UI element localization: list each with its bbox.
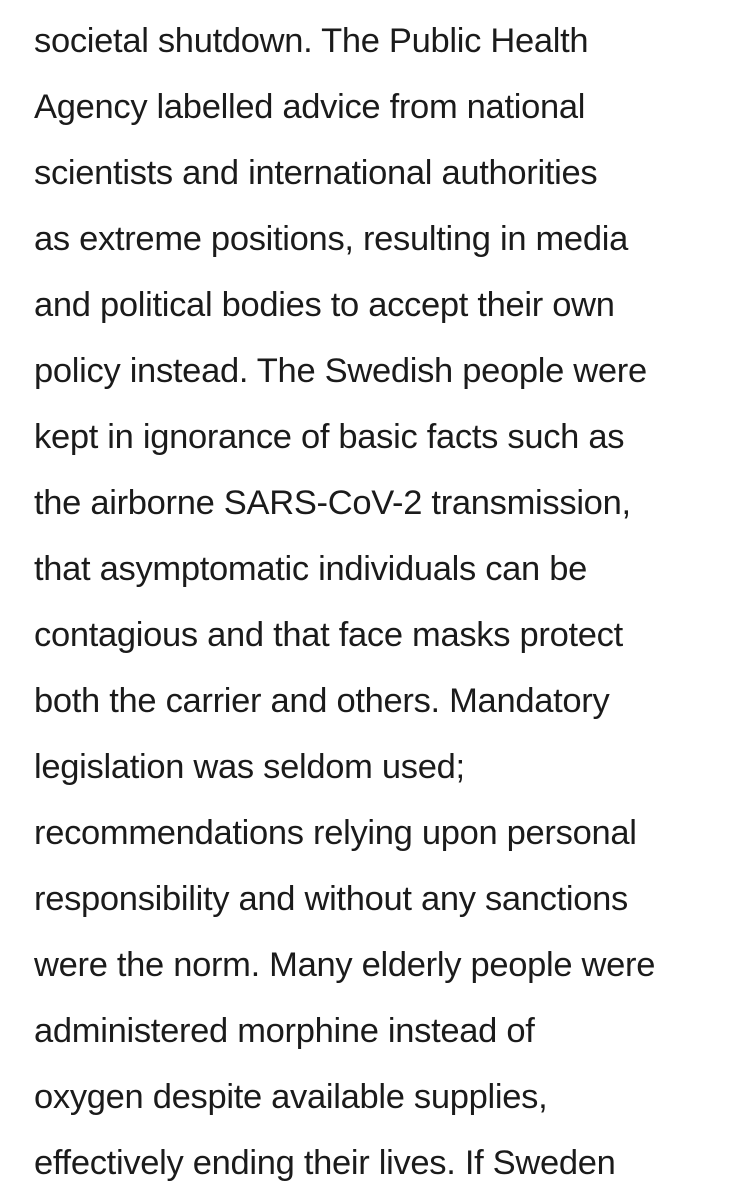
text-line: and political bodies to accept their own (34, 286, 615, 324)
text-line: societal shutdown. The Public Health (34, 22, 589, 60)
text-line: as extreme positions, resulting in media (34, 220, 628, 258)
text-line: the airborne SARS-CoV-2 transmission, (34, 484, 631, 522)
text-line: responsibility and without any sanctions (34, 880, 629, 918)
text-line: both the carrier and others. Mandatory (34, 682, 610, 720)
text-line: scientists and international authorities (34, 154, 598, 192)
text-line: effectively ending their lives. If Sweden (34, 1144, 616, 1182)
text-line: recommendations relying upon personal (34, 814, 637, 852)
text-line: policy instead. The Swedish people were (34, 352, 647, 390)
text-line: were the norm. Many elderly people were (34, 946, 656, 984)
article-text (34, 8, 734, 1196)
text-line: oxygen despite available supplies, (34, 1078, 548, 1116)
text-line: legislation was seldom used; (34, 748, 465, 786)
text-line: contagious and that face masks protect (34, 616, 623, 654)
text-line: that asymptomatic individuals can be (34, 550, 587, 588)
text-line: kept in ignorance of basic facts such as (34, 418, 625, 456)
text-line: administered morphine instead of (34, 1012, 535, 1050)
text-line: Agency labelled advice from national (34, 88, 586, 126)
